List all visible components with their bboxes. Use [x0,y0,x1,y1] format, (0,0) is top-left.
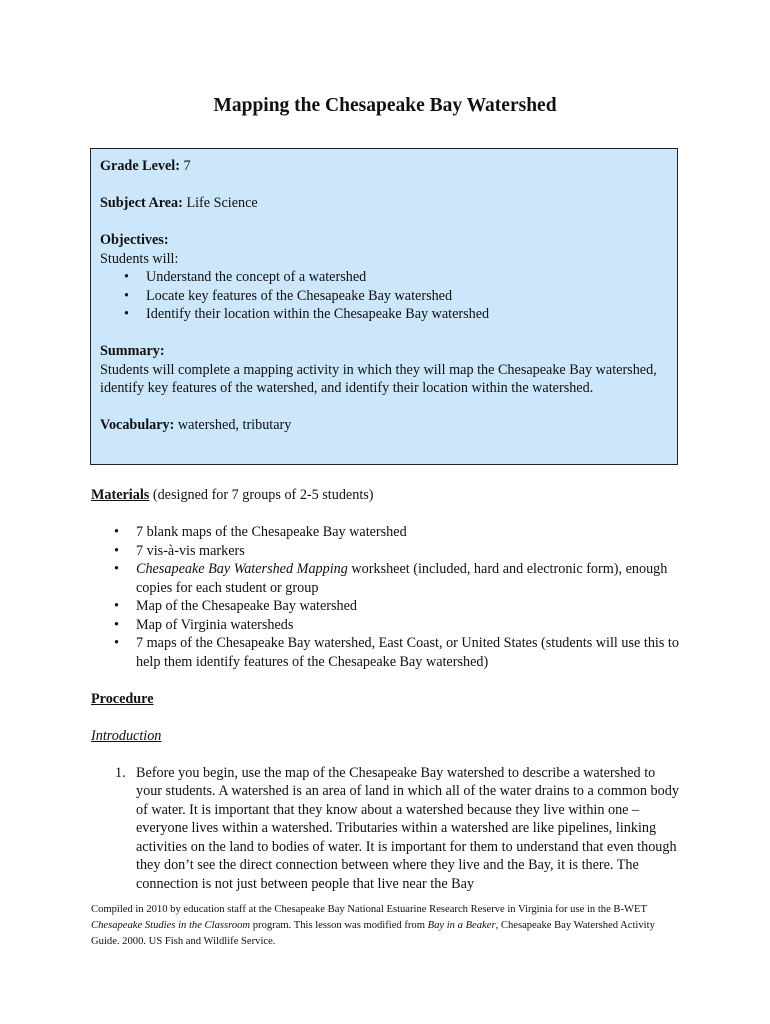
lesson-body [91,486,681,893]
materials-note: (designed for 7 groups of 2-5 students) [152,487,374,503]
materials-heading: Materials [91,487,150,503]
vocabulary-line [100,416,668,435]
grade-level-line [100,157,668,176]
material-item: • 7 blank maps of the Chesapeake Bay watershed [91,523,681,542]
procedure-step [91,764,681,894]
material-item: • Map of Virginia watersheds [91,616,681,635]
step-number: 1. [115,764,126,781]
subject-area-line [100,194,668,213]
objective-item: • Identify their location within the Chesapeake Bay watershed [100,305,668,324]
procedure-heading-line [91,690,681,709]
objectives-label: Objectives: [100,232,169,248]
grade-level-label: Grade Level: [100,158,180,174]
objectives-list [100,268,668,324]
materials-list [91,523,681,671]
summary-text: Students will complete a mapping activity in which they will map the Chesapeake Bay watershed, identify key features of the watershed, and identify their location within the watershed. [100,361,657,396]
footer-credit: Compiled in 2010 by education staff at the Chesapeake Bay National Estuarine Research Reserve in Virginia for use in the B-WET Chesapeake Studies in the Classroom program. This lesson was modified from Bay in a Beaker, Chesapeake Bay Watershed Activity Guide. 2000. US Fish and Wildlife Service. [91,904,655,947]
summary-label: Summary: [100,343,165,359]
page-footer [91,902,681,949]
introduction-heading: Introduction [91,727,162,744]
step-text: Before you begin, use the map of the Chesapeake Bay watershed to describe a watershed to your students. A watershed is an area of land in which all of the water drains to a common body of water. It is important that they know about a watershed because they live within one – everyone lives within a watershed. Tributaries within a watershed are like pipelines, linking activities on the land to bodies of water. It is important for them to understand that even though they don’t see the direct connection between where they live and the Bay, it is there. The connection is not just between people that live near the Bay [136,764,679,892]
procedure-steps [91,764,681,894]
document-title: Mapping the Chesapeake Bay Watershed [213,95,557,116]
objective-item: • Locate key features of the Chesapeake Bay watershed [100,287,668,306]
vocabulary-label: Vocabulary: [100,417,175,433]
material-item: • Map of the Chesapeake Bay watershed [91,597,681,616]
lesson-overview-box [90,148,678,465]
procedure-heading: Procedure [91,690,154,707]
grade-level-value: 7 [183,158,191,174]
objectives-intro: Students will: [100,250,179,267]
subject-area-label: Subject Area: [100,195,183,211]
worksheet-title: Chesapeake Bay Watershed Mapping [136,561,348,577]
introduction-heading-line [91,727,681,746]
material-item: • 7 maps of the Chesapeake Bay watershed, East Coast, or United States (students will use this to help them identify features of the Chesapeake Bay watershed) [91,634,681,671]
objective-item: • Understand the concept of a watershed [100,268,668,287]
subject-area-value: Life Science [186,195,258,211]
material-item: • 7 vis-à-vis markers [91,542,681,561]
vocabulary-value: watershed, tributary [177,417,292,433]
material-item: • Chesapeake Bay Watershed Mapping worksheet (included, hard and electronic form), enough copies for each student or group [91,560,681,597]
materials-heading-line [91,486,681,505]
